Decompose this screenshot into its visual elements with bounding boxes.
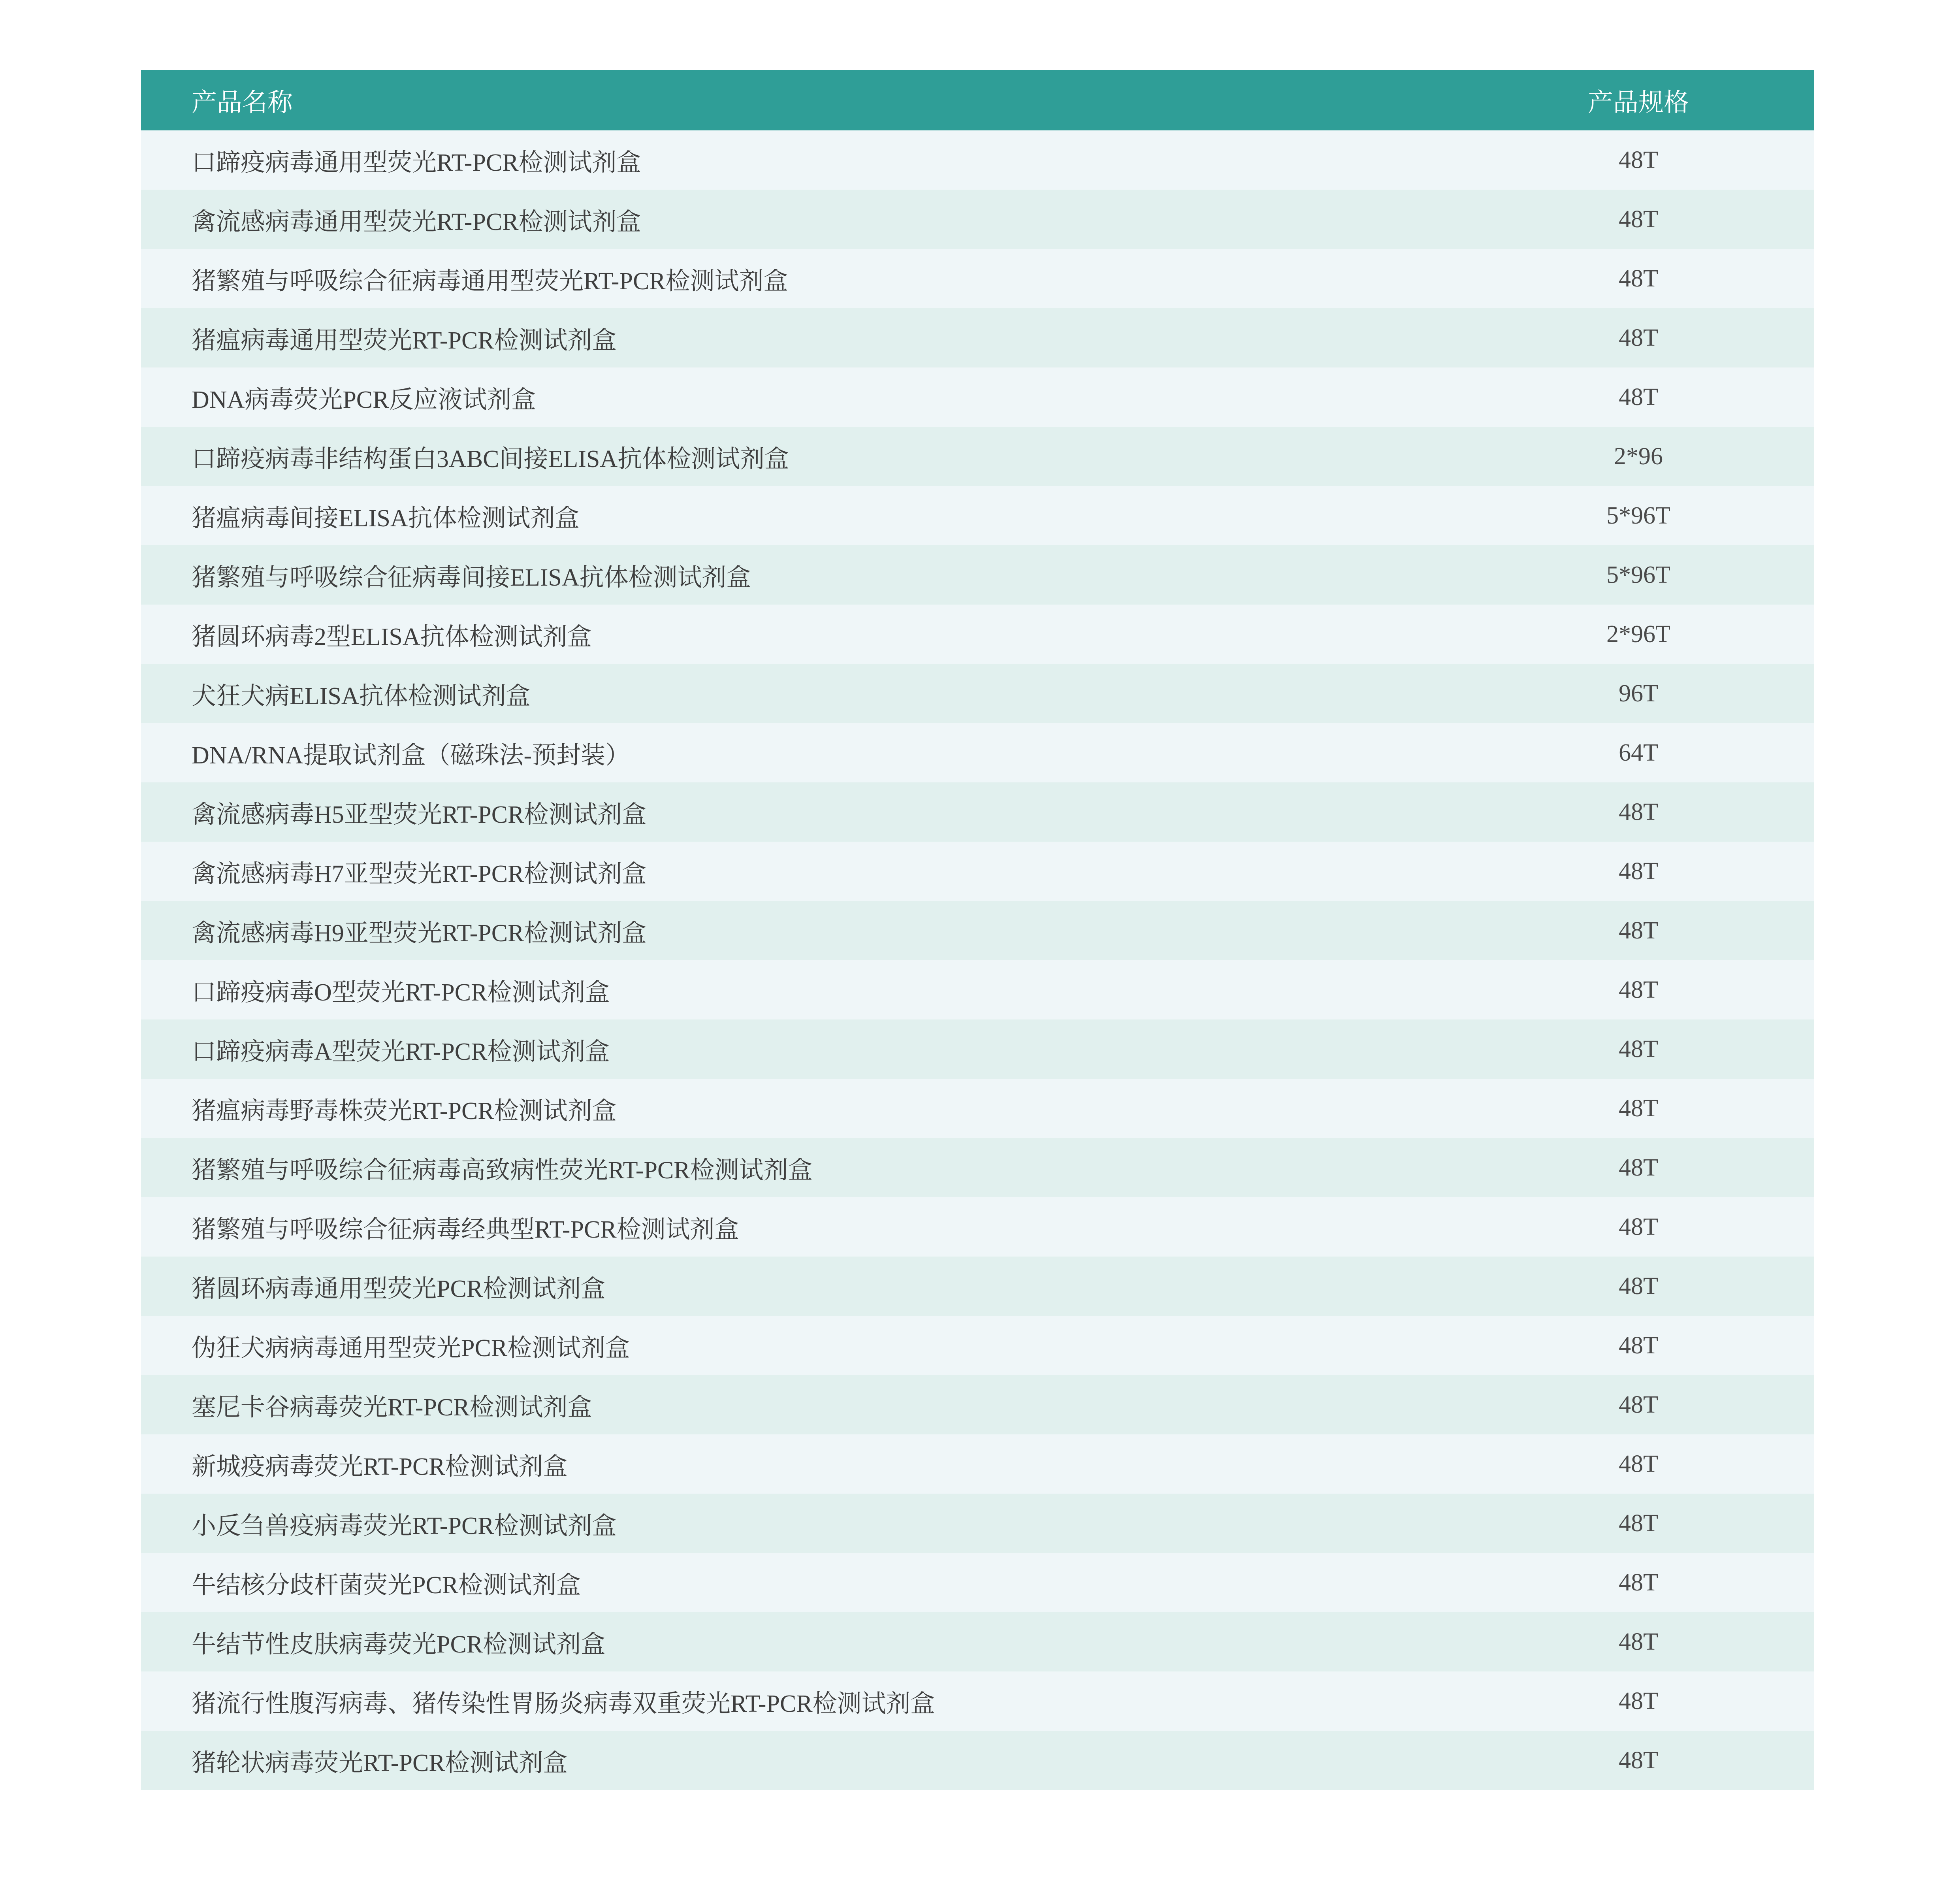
product-spec-cell: 5*96T	[1606, 502, 1670, 529]
table-row	[141, 901, 1814, 960]
table-row	[141, 308, 1814, 367]
table-row	[141, 1494, 1814, 1553]
product-spec-cell: 48T	[1619, 1035, 1658, 1063]
table-row	[141, 664, 1814, 723]
table-row	[141, 782, 1814, 842]
product-name-cell: 猪繁殖与呼吸综合征病毒经典型RT-PCR检测试剂盒	[192, 1216, 739, 1243]
product-spec-cell: 48T	[1619, 383, 1658, 411]
product-name-cell: 牛结核分歧杆菌荧光PCR检测试剂盒	[192, 1571, 581, 1599]
product-name-cell: 猪瘟病毒野毒株荧光RT-PCR检测试剂盒	[192, 1097, 617, 1125]
product-spec-cell: 48T	[1619, 798, 1658, 825]
product-name-cell: 猪轮状病毒荧光RT-PCR检测试剂盒	[192, 1749, 568, 1777]
table-row	[141, 1553, 1814, 1612]
product-spec-cell: 48T	[1619, 1687, 1658, 1715]
table-row	[141, 486, 1814, 545]
table-row	[141, 1434, 1814, 1494]
product-spec-cell: 48T	[1619, 146, 1658, 173]
product-spec-cell: 64T	[1619, 739, 1658, 766]
product-name-cell: 猪瘟病毒通用型荧光RT-PCR检测试剂盒	[192, 327, 617, 354]
product-spec-cell: 48T	[1619, 324, 1658, 351]
product-spec-cell: 48T	[1619, 857, 1658, 885]
product-name-cell: 猪瘟病毒间接ELISA抗体检测试剂盒	[192, 505, 580, 532]
product-name-cell: 口蹄疫病毒O型荧光RT-PCR检测试剂盒	[192, 979, 610, 1006]
product-spec-cell: 2*96T	[1606, 620, 1670, 648]
table-row	[141, 1375, 1814, 1434]
product-name-cell: 伪狂犬病病毒通用型荧光PCR检测试剂盒	[192, 1334, 630, 1362]
product-spec-cell: 48T	[1619, 1095, 1658, 1122]
product-name-cell: 禽流感病毒H9亚型荧光RT-PCR检测试剂盒	[192, 920, 647, 947]
product-spec-cell: 48T	[1619, 1747, 1658, 1774]
product-spec-cell: 48T	[1619, 976, 1658, 1003]
table-row	[141, 960, 1814, 1019]
table-row	[141, 130, 1814, 190]
table-row	[141, 1138, 1814, 1197]
product-spec-cell: 48T	[1619, 1391, 1658, 1418]
product-spec-cell: 48T	[1619, 1154, 1658, 1181]
product-name-cell: 塞尼卡谷病毒荧光RT-PCR检测试剂盒	[192, 1394, 592, 1421]
product-name-cell: DNA病毒荧光PCR反应液试剂盒	[192, 386, 536, 413]
table-row	[141, 1671, 1814, 1731]
product-name-cell: 口蹄疫病毒A型荧光RT-PCR检测试剂盒	[192, 1038, 610, 1065]
product-name-cell: 猪圆环病毒2型ELISA抗体检测试剂盒	[192, 623, 592, 650]
table-row	[141, 249, 1814, 308]
product-spec-cell: 5*96T	[1606, 561, 1670, 588]
product-name-cell: 禽流感病毒H5亚型荧光RT-PCR检测试剂盒	[192, 801, 647, 828]
table-row	[141, 367, 1814, 427]
product-name-cell: 猪繁殖与呼吸综合征病毒通用型荧光RT-PCR检测试剂盒	[192, 268, 788, 295]
table-row	[141, 1316, 1814, 1375]
product-name-cell: 猪圆环病毒通用型荧光PCR检测试剂盒	[192, 1275, 606, 1302]
table-row	[141, 1257, 1814, 1316]
product-spec-cell: 48T	[1619, 1509, 1658, 1537]
product-spec-cell: 96T	[1619, 680, 1658, 707]
product-spec-cell: 2*96	[1614, 443, 1663, 470]
product-spec-cell: 48T	[1619, 917, 1658, 944]
table-row	[141, 1019, 1814, 1079]
product-name-cell: 禽流感病毒H7亚型荧光RT-PCR检测试剂盒	[192, 860, 647, 887]
product-name-cell: 牛结节性皮肤病毒荧光PCR检测试剂盒	[192, 1631, 606, 1658]
product-spec-cell: 48T	[1619, 265, 1658, 292]
product-spec-cell: 48T	[1619, 1628, 1658, 1655]
product-spec-table	[141, 70, 1814, 1790]
table-row	[141, 605, 1814, 664]
table-row	[141, 1197, 1814, 1257]
table-row	[141, 545, 1814, 605]
table-row	[141, 190, 1814, 249]
table-row	[141, 723, 1814, 782]
table-header	[141, 70, 1814, 130]
product-name-cell: 猪繁殖与呼吸综合征病毒间接ELISA抗体检测试剂盒	[192, 564, 751, 591]
column-header-product-spec: 产品规格	[1463, 70, 1814, 130]
product-name-cell: 猪繁殖与呼吸综合征病毒高致病性荧光RT-PCR检测试剂盒	[192, 1157, 813, 1184]
table-row	[141, 1612, 1814, 1671]
table-row	[141, 1079, 1814, 1138]
product-name-cell: 禽流感病毒通用型荧光RT-PCR检测试剂盒	[192, 208, 641, 236]
table-row	[141, 427, 1814, 486]
product-name-cell: 犬狂犬病ELISA抗体检测试剂盒	[192, 682, 531, 710]
product-spec-cell: 48T	[1619, 1272, 1658, 1300]
product-name-cell: 口蹄疫病毒通用型荧光RT-PCR检测试剂盒	[192, 149, 641, 176]
product-spec-cell: 48T	[1619, 1450, 1658, 1477]
product-name-cell: 猪流行性腹泻病毒、猪传染性胃肠炎病毒双重荧光RT-PCR检测试剂盒	[192, 1690, 935, 1717]
column-header-product-name: 产品名称	[141, 70, 1463, 130]
product-name-cell: 小反刍兽疫病毒荧光RT-PCR检测试剂盒	[192, 1512, 617, 1539]
product-name-cell: DNA/RNA提取试剂盒（磁珠法-预封装）	[192, 742, 630, 769]
product-spec-cell: 48T	[1619, 205, 1658, 233]
product-spec-cell: 48T	[1619, 1569, 1658, 1596]
product-spec-cell: 48T	[1619, 1332, 1658, 1359]
product-name-cell: 口蹄疫病毒非结构蛋白3ABC间接ELISA抗体检测试剂盒	[192, 445, 789, 473]
table-row	[141, 842, 1814, 901]
table-body	[141, 130, 1814, 1790]
product-spec-cell: 48T	[1619, 1213, 1658, 1240]
product-name-cell: 新城疫病毒荧光RT-PCR检测试剂盒	[192, 1453, 568, 1480]
table-header-row	[141, 70, 1814, 130]
table-row	[141, 1731, 1814, 1790]
